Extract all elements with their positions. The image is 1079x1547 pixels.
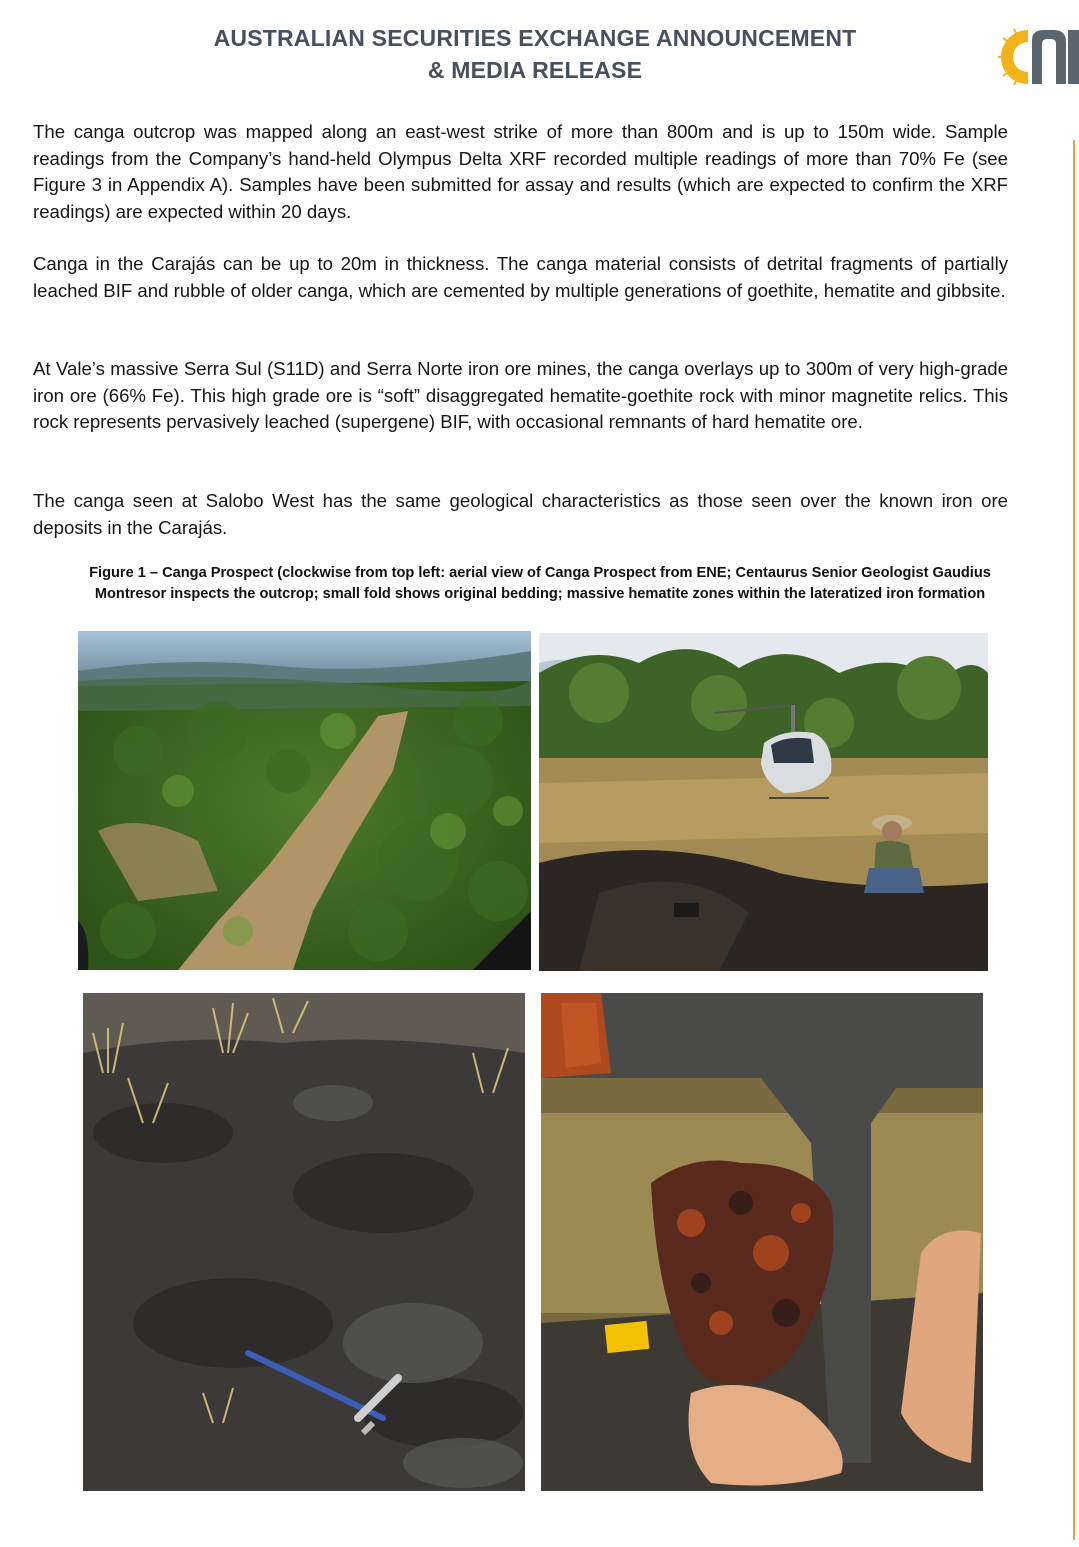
paragraph-canga-thickness: Canga in the Carajás can be up to 20m in thickness. The canga material consists of detrital fragments of partially leached BIF and rubble of older canga, which are cemented by multiple generations of goethite, hematite and gibbsite. — [33, 253, 1008, 301]
sun-logo-icon — [998, 29, 1035, 85]
company-logo — [994, 22, 1079, 92]
header-title-line1: AUSTRALIAN SECURITIES EXCHANGE ANNOUNCEMENT — [213, 25, 857, 51]
paragraph-vale-mines: At Vale’s massive Serra Sul (S11D) and Serra Norte iron ore mines, the canga overlays up to 300m of very high-grade iron ore (66% Fe). This high grade ore is “soft” disaggregated hematite-goethite rock with minor magnetite relics. This rock represents pervasively leached (supergene) BIF, with occasional remnants of hard hematite ore. — [33, 358, 1008, 432]
figure-caption — [40, 563, 1040, 605]
outcrop-fold-photo — [83, 993, 525, 1491]
header-title-line2: & MEDIA RELEASE — [427, 57, 643, 83]
figure-caption-line2: Montresor inspects the outcrop; small fold shows original bedding; massive hematite zones within the lateratized iron formation — [94, 586, 986, 602]
paragraph-canga-outcrop: The canga outcrop was mapped along an east-west strike of more than 800m and is up to 150m wide. Sample readings from the Company’s hand-held Olympus Delta XRF recorded multiple readings of more than 70% Fe (see Figure 3 in Appendix A). Samples have been submitted for assay and results (which are expected to confirm the XRF readings) are expected within 20 days. — [33, 121, 1008, 222]
aerial-view-photo — [78, 631, 531, 970]
right-margin-rule — [1073, 140, 1075, 1540]
figure-caption-line1: Figure 1 – Canga Prospect (clockwise from top left: aerial view of Canga Prospect from ENE; Centaurus Senior Geologist Gaudius — [89, 565, 991, 581]
geologist-helicopter-photo — [539, 633, 988, 971]
paragraph-salobo-west: The canga seen at Salobo West has the same geological characteristics as those seen over the known iron ore deposits in the Carajás. — [33, 490, 1008, 538]
hematite-sample-photo — [541, 993, 983, 1491]
announcement-header — [150, 22, 920, 86]
